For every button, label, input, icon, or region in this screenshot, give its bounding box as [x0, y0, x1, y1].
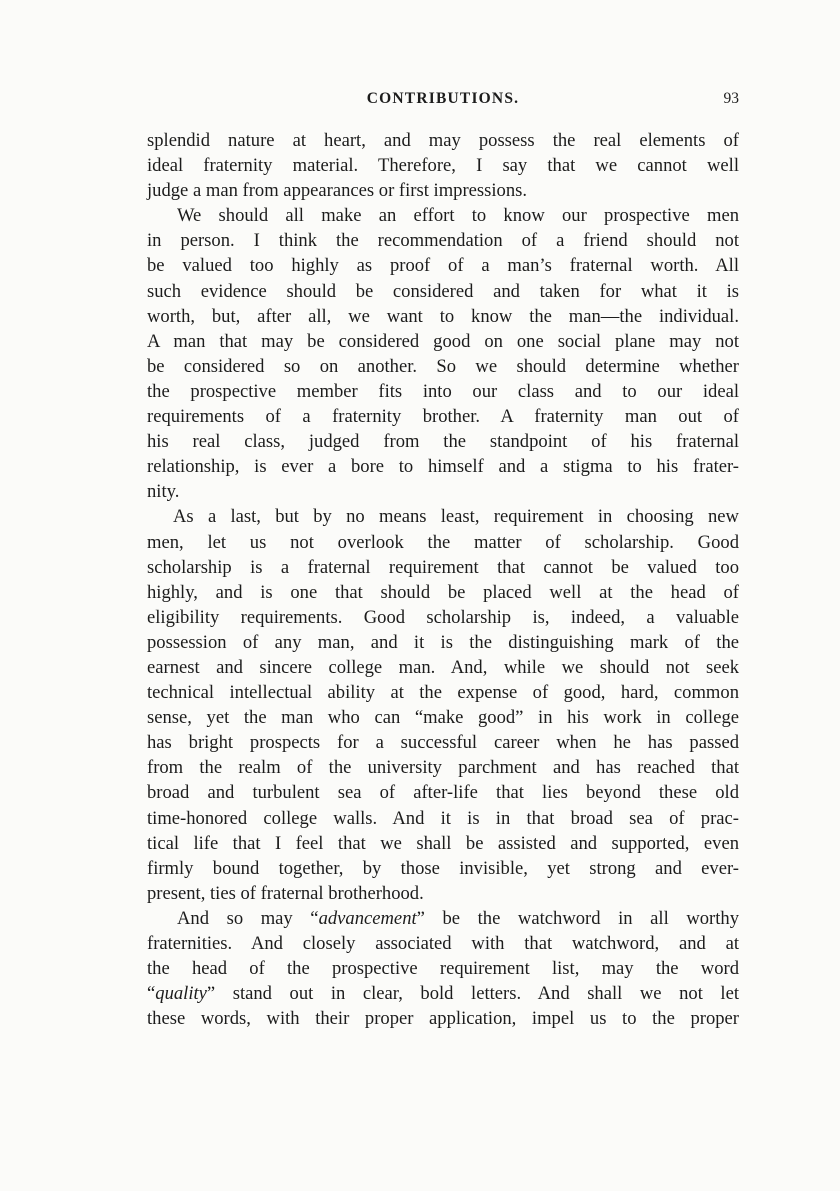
text-line: splendid nature at heart, and may possess the real elements of [147, 130, 739, 151]
text-segment: “ [147, 983, 156, 1005]
text-line: possession of any man, and it is the distinguishing mark of the [147, 631, 739, 653]
italic-word: advancement [318, 907, 417, 929]
text-line: be valued too highly as proof of a man’s fraternal worth. All [147, 255, 739, 277]
running-head: CONTRIBUTIONS. [366, 90, 520, 107]
page-header [147, 90, 739, 112]
text-line: We should all make an effort to know our prospective men [177, 205, 739, 227]
text-line: relationship, is ever a bore to himself and a stigma to his frater- [147, 456, 739, 478]
text-line: highly, and is one that should be placed well at the head of [147, 581, 739, 603]
text-line: fraternities. And closely associated with that watchword, and at [147, 933, 739, 954]
text-line: such evidence should be considered and taken for what it is [147, 280, 739, 302]
text-segment: And so may “ [177, 907, 319, 929]
text-line: broad and turbulent sea of after-life that lies beyond these old [147, 782, 739, 804]
text-line: the head of the prospective requirement list, may the word [147, 958, 739, 980]
text-line: technical intellectual ability at the expense of good, hard, common [147, 682, 739, 704]
text-line: scholarship is a fraternal requirement that cannot be valued too [147, 556, 739, 578]
text-line: firmly bound together, by those invisible, yet strong and ever- [147, 857, 739, 879]
text-line: from the realm of the university parchment and has reached that [147, 757, 739, 779]
text-line [147, 981, 739, 1006]
text-line: present, ties of fraternal brotherhood. [147, 882, 424, 904]
text-line: men, let us not overlook the matter of scholarship. Good [147, 531, 739, 553]
text-line: requirements of a fraternity brother. A fraternity man out of [147, 406, 739, 428]
text-line: earnest and sincere college man. And, while we should not seek [147, 656, 739, 678]
text-segment: ” be the watchword in all worthy [416, 907, 739, 929]
text-line: in person. I think the recommendation of a friend should not [147, 230, 739, 252]
text-line: has bright prospects for a successful career when he has passed [147, 732, 739, 754]
text-line: ideal fraternity material. Therefore, I say that we cannot well [147, 155, 739, 177]
text-line: As a last, but by no means least, requirement in choosing new [173, 506, 739, 528]
text-line: eligibility requirements. Good scholarship is, indeed, a valuable [147, 606, 739, 628]
text-line: his real class, judged from the standpoint of his fraternal [147, 431, 739, 453]
text-line: these words, with their proper application, impel us to the proper [147, 1008, 739, 1030]
text-line: judge a man from appearances or first impressions. [147, 180, 528, 202]
text-line: worth, but, after all, we want to know the man—the individual. [147, 305, 739, 327]
text-line: the prospective member fits into our class and to our ideal [147, 380, 739, 402]
text-line [147, 906, 739, 931]
text-segment: ” stand out in clear, bold letters. And shall we not let [206, 983, 739, 1005]
text-line: tical life that I feel that we shall be assisted and supported, even [147, 832, 739, 854]
text-line: nity. [147, 481, 180, 503]
text-line: be considered so on another. So we should determine whether [147, 355, 739, 377]
italic-word: quality [155, 983, 207, 1005]
body-text [147, 128, 739, 1031]
text-line: A man that may be considered good on one social plane may not [147, 330, 739, 352]
page-number: 93 [723, 90, 739, 107]
text-line: time-honored college walls. And it is in that broad sea of prac- [147, 807, 739, 829]
text-line: sense, yet the man who can “make good” in his work in college [147, 707, 739, 729]
